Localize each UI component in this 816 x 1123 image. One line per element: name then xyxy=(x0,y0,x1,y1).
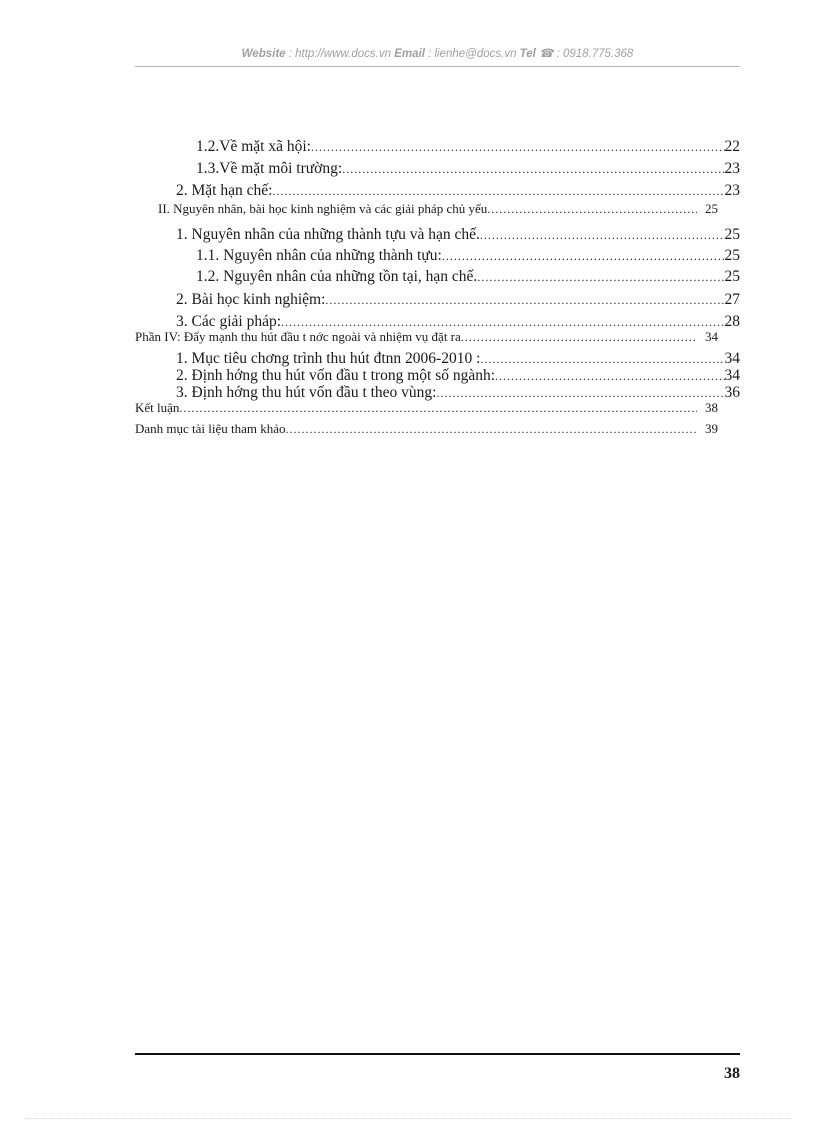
toc-entry-text: 2. Mặt hạn chế: xyxy=(176,182,273,199)
toc-entry-text: 1. Nguyên nhân của những thành tựu và hạn chế. xyxy=(176,226,480,243)
toc-entry-text: 1.1. Nguyên nhân của những thành tựu: xyxy=(196,247,442,264)
toc-entry-text: 2. Định hớng thu hút vốn đầu t trong một số ngành: xyxy=(176,367,496,384)
footer-divider xyxy=(135,1053,740,1055)
toc-entry-text: 1.3.Về mặt môi trường: xyxy=(196,160,343,177)
dot-leader xyxy=(442,248,725,265)
toc-entry-text: Phần IV: Đẩy mạnh thu hút đầu t nớc ngoài và nhiệm vụ đặt ra xyxy=(135,329,461,344)
toc-entry-page: 34 xyxy=(724,367,740,384)
toc-entry xyxy=(135,400,718,416)
dot-leader xyxy=(480,227,725,244)
toc-entry-page: 34 xyxy=(724,350,740,367)
dot-leader xyxy=(325,292,724,309)
toc-entry xyxy=(158,201,718,217)
email-label: Email xyxy=(394,48,425,60)
tel-label: Tel xyxy=(519,48,536,60)
tel-value: ☎ : 0918.775.368 xyxy=(535,48,634,60)
toc-entry-text: II. Nguyên nhân, bài học kinh nghiệm và các giải pháp chủ yếu xyxy=(158,201,488,216)
toc-entry-text: Danh mục tài liệu tham khảo xyxy=(135,421,286,436)
toc-entry xyxy=(135,421,718,437)
toc-entry-page: 39 xyxy=(705,421,718,436)
toc-entry xyxy=(196,247,740,265)
dot-leader xyxy=(480,351,724,368)
dot-leader xyxy=(487,202,697,217)
toc-entry-page: 25 xyxy=(724,268,740,285)
page-header xyxy=(135,46,740,60)
toc-entry-page: 25 xyxy=(724,247,740,264)
toc-entry-page: 22 xyxy=(724,138,740,155)
toc-entry-text: 1.2. Nguyên nhân của những tồn tại, hạn chế. xyxy=(196,268,478,285)
website-label: Website xyxy=(241,48,286,60)
toc-entry xyxy=(176,291,740,309)
toc-entry xyxy=(176,226,740,244)
dot-leader xyxy=(342,161,724,178)
toc-entry xyxy=(135,329,718,345)
toc-entry-page: 38 xyxy=(705,400,718,415)
toc-entry-page: 25 xyxy=(724,226,740,243)
toc-entry xyxy=(196,138,740,156)
toc-entry xyxy=(176,182,740,200)
toc-entry xyxy=(196,268,740,286)
page-bottom-border xyxy=(25,1118,791,1119)
toc-entry xyxy=(176,350,740,368)
toc-entry xyxy=(176,367,740,385)
toc-entry-text: 1.2.Về mặt xã hội: xyxy=(196,138,311,155)
dot-leader xyxy=(179,401,697,416)
header-divider xyxy=(135,66,740,67)
dot-leader xyxy=(311,139,725,156)
dot-leader xyxy=(477,269,724,286)
email-value: : lienhe@docs.vn xyxy=(424,48,520,60)
toc-entry-page: 23 xyxy=(724,160,740,177)
toc-entry-text: 2. Bài học kinh nghiệm: xyxy=(176,291,326,308)
toc-entry-text: Kết luận xyxy=(135,400,180,415)
dot-leader xyxy=(495,368,724,385)
dot-leader xyxy=(286,422,697,437)
toc-entry-page: 23 xyxy=(724,182,740,199)
dot-leader xyxy=(461,330,697,345)
toc-entry-page: 36 xyxy=(724,384,740,401)
page-number: 38 xyxy=(724,1065,740,1082)
toc-entry-page: 25 xyxy=(705,201,718,216)
toc-entry-page: 28 xyxy=(724,313,740,330)
toc-entry-text: 1. Mục tiêu chơng trình thu hút đtnn 2006-2010 : xyxy=(176,350,481,367)
website-value: : http://www.docs.vn xyxy=(285,48,395,60)
toc-entry-page: 27 xyxy=(724,291,740,308)
toc-entry xyxy=(196,160,740,178)
toc-entry-text: 3. Các giải pháp: xyxy=(176,313,282,330)
dot-leader xyxy=(272,183,724,200)
toc-entry-text: 3. Định hớng thu hút vốn đầu t theo vùng: xyxy=(176,384,437,401)
toc-entry-page: 34 xyxy=(705,329,718,344)
